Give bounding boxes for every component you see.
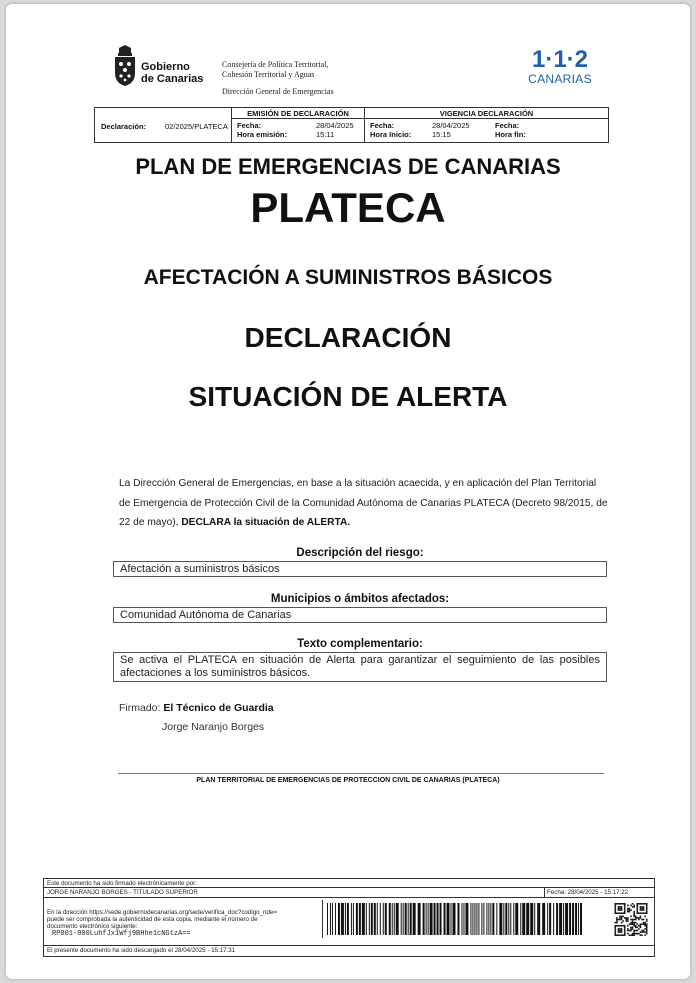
- riesgo-value: Afectación a suministros básicos: [113, 561, 607, 577]
- emision-header: EMISIÓN DE DECLARACIÓN: [232, 109, 364, 119]
- declaration-id-cell: [95, 108, 232, 142]
- emision-hora-value: 15:11: [316, 130, 335, 139]
- verification-code: RP001-000LuhfJx1Wfj9BHhe1cNGtzA==: [52, 930, 191, 938]
- footer-plan-title: PLAN TERRITORIAL DE EMERGENCIAS DE PROTECCION CIVIL DE CANARIAS (PLATECA): [196, 777, 500, 784]
- consejeria-name: Consejería de Política Territorial, Cohesión Territorial y Aguas: [222, 60, 329, 79]
- alert-situation-title: SITUACIÓN DE ALERTA: [188, 381, 508, 412]
- vigencia-fecha-label: Fecha:: [370, 121, 395, 130]
- footer-divider: [118, 773, 604, 774]
- signed-by-label: Este documento ha sido firmado electrónicamente por:: [47, 880, 197, 887]
- coat-of-arms-logo: [112, 45, 138, 87]
- direccion-general: Dirección General de Emergencias: [222, 87, 334, 96]
- emergency-112-logo: 1·1·2 CANARIAS: [528, 46, 592, 86]
- vigencia-hora-value: 15:15: [432, 130, 451, 139]
- declaration-paragraph: La Dirección General de Emergencias, en base a la situación acaecida, y en aplicación del Plan Territorial de Emergencia de Protección Civil de la Comunidad Autónoma de Canarias PLATECA (Decreto 98/2015, de 22 de mayo), DECLARA la situación de ALERTA.: [119, 478, 608, 528]
- verify-text-1: En la dirección https://sede.gobiernodecanarias.org/sede/verifica_doc?codigo_nde=: [47, 909, 277, 916]
- declaration-label: Declaración:: [101, 122, 147, 131]
- signer-name: JORGE NARANJO BORGES - TITULADO SUPERIOR: [47, 889, 198, 896]
- vigencia-hora-fin-label: Hora fin:: [495, 130, 526, 139]
- declara-alerta-text: DECLARA la situación de ALERTA.: [181, 517, 351, 528]
- vigencia-cell: [365, 108, 608, 142]
- plan-title: PLAN DE EMERGENCIAS DE CANARIAS: [135, 154, 561, 179]
- emision-hora-label: Hora emisión:: [237, 130, 288, 139]
- verify-text-3: documento electrónico siguiente:: [47, 923, 138, 930]
- government-name: Gobierno de Canarias: [141, 61, 204, 85]
- declaration-table: [94, 107, 609, 143]
- emision-cell: [232, 108, 365, 142]
- barcode-image: [322, 900, 588, 938]
- firmado-role: El Técnico de Guardia: [163, 702, 274, 714]
- qr-code-image: [614, 903, 648, 936]
- download-note: El presente documento ha sido descargado el 28/04/2025 - 15:17:31: [47, 947, 236, 954]
- plateca-title: PLATECA: [250, 184, 446, 231]
- firmado-line: Firmado: El Técnico de Guardia: [119, 702, 274, 714]
- vigencia-fecha-fin-label: Fecha:: [495, 121, 520, 130]
- electronic-signature-block: [43, 878, 655, 957]
- declaration-title: DECLARACIÓN: [244, 322, 452, 353]
- texto-complementario-label: Texto complementario:: [297, 638, 423, 650]
- vigencia-header: VIGENCIA DECLARACIÓN: [365, 109, 608, 119]
- verify-text-2: puede ser comprobada la autenticidad de esta copia, mediante el número de: [47, 916, 258, 923]
- texto-complementario-value: Se activa el PLATECA en situación de Alerta para garantizar el seguimiento de las posibles afectaciones a los suministros básicos.: [113, 652, 607, 682]
- vigencia-fecha-value: 28/04/2025: [432, 121, 470, 130]
- emision-fecha-label: Fecha:: [237, 121, 262, 130]
- affectation-title: AFECTACIÓN A SUMINISTROS BÁSICOS: [143, 266, 553, 289]
- riesgo-label: Descripción del riesgo:: [296, 547, 424, 559]
- signature-date: Fecha: 28/04/2025 - 15:17:22: [547, 889, 629, 896]
- firmado-name: Jorge Naranjo Borges: [162, 721, 265, 733]
- municipios-label: Municipios o ámbitos afectados:: [270, 593, 450, 605]
- emision-fecha-value: 28/04/2025: [316, 121, 354, 130]
- municipios-value: Comunidad Autónoma de Canarias: [113, 607, 607, 623]
- vigencia-hora-label: Hora Inicio:: [370, 130, 412, 139]
- declaration-value: 02/2025/PLATECA: [165, 122, 228, 131]
